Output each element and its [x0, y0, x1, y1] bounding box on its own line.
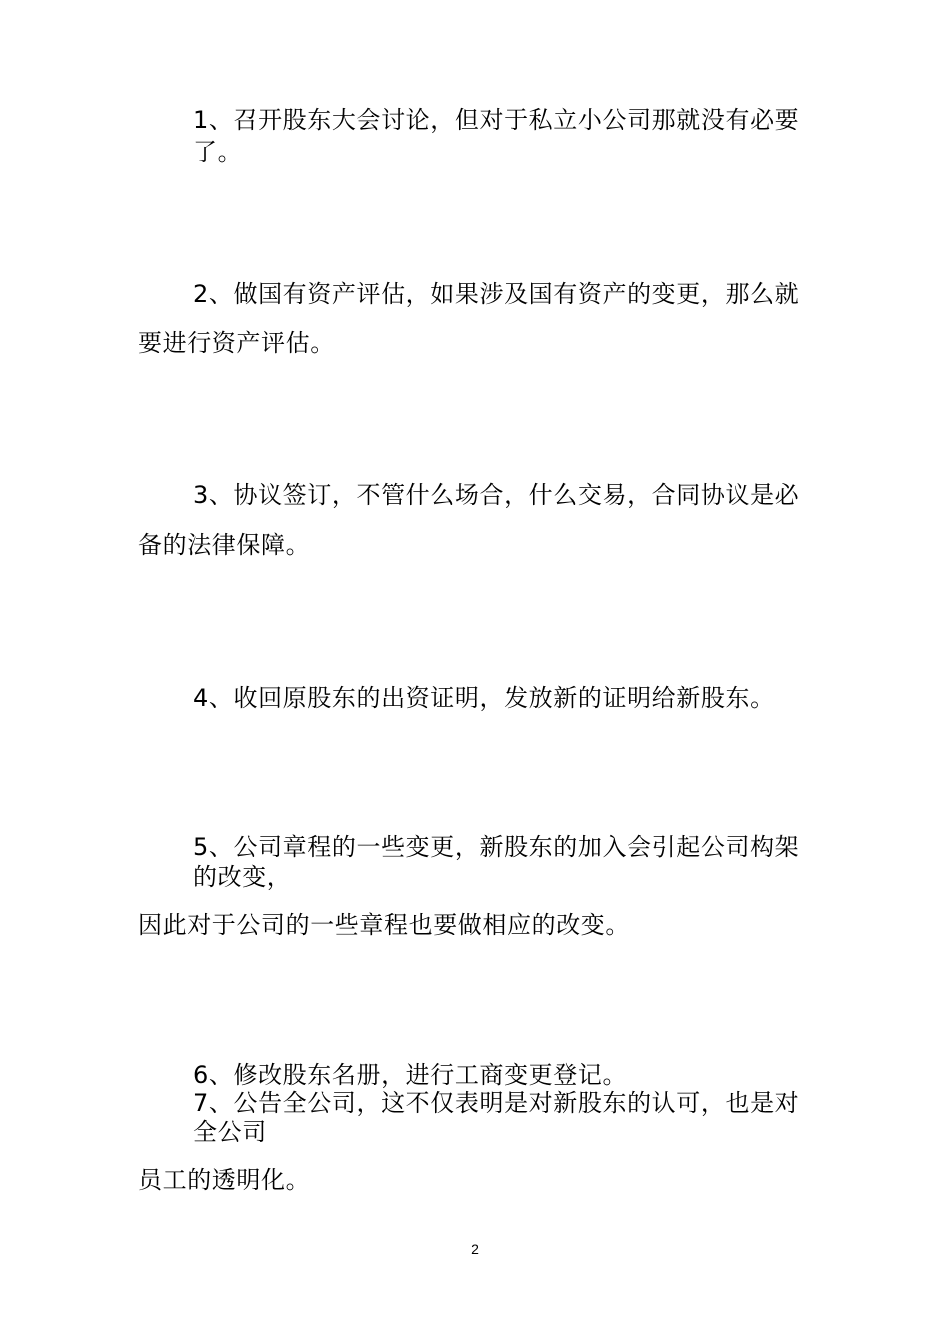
page-number: 2 — [471, 1241, 479, 1257]
item-6-line-1: 6、修改股东名册，进行工商变更登记。 — [193, 1061, 628, 1089]
item-2-line-2: 要进行资产评估。 — [138, 329, 335, 357]
item-5-line-3: 因此对于公司的一些章程也要做相应的改变。 — [138, 911, 630, 939]
item-1-line-2: 了。 — [193, 138, 243, 166]
item-2-line-1: 2、做国有资产评估，如果涉及国有资产的变更，那么就 — [193, 280, 800, 308]
item-7-line-2: 全公司 — [193, 1118, 267, 1146]
item-7-line-1: 7、公告全公司，这不仅表明是对新股东的认可，也是对 — [193, 1089, 800, 1117]
item-5-line-1: 5、公司章程的一些变更，新股东的加入会引起公司构架 — [193, 833, 800, 861]
item-4-line-1: 4、收回原股东的出资证明，发放新的证明给新股东。 — [193, 684, 775, 712]
item-1-line-1: 1、召开股东大会讨论，但对于私立小公司那就没有必要 — [193, 106, 800, 134]
item-3-line-1: 3、协议签订，不管什么场合，什么交易，合同协议是必 — [193, 481, 800, 509]
item-5-line-2: 的改变， — [193, 863, 292, 891]
item-3-line-2: 备的法律保障。 — [138, 531, 311, 559]
item-7-line-3: 员工的透明化。 — [138, 1166, 311, 1194]
